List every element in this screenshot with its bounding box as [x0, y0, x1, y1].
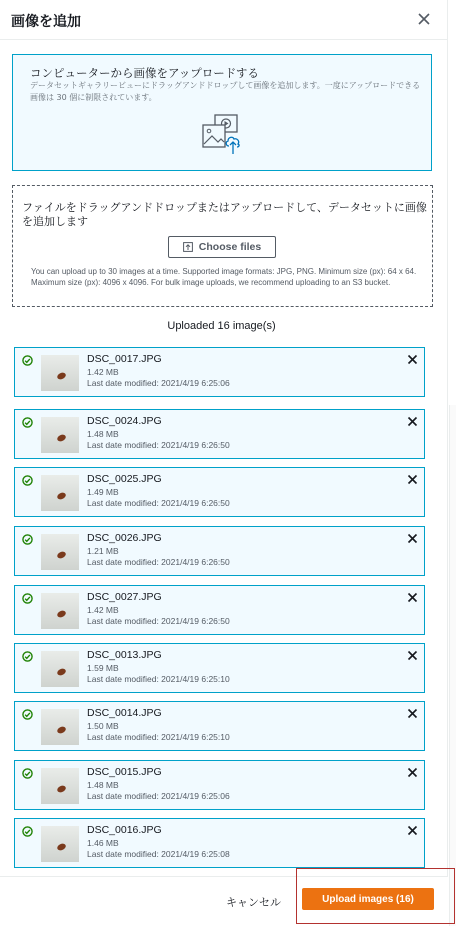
image-thumbnail: [41, 355, 79, 391]
cancel-button[interactable]: キャンセル: [226, 896, 281, 909]
file-size: 1.50 MB: [87, 721, 119, 731]
file-row: [14, 467, 425, 517]
file-modified-date: Last date modified: 2021/4/19 6:26:50: [87, 616, 230, 626]
check-circle-icon: [22, 768, 33, 779]
file-dropzone[interactable]: [12, 185, 433, 307]
file-name: DSC_0017.JPG: [87, 353, 162, 365]
upload-constraints-hint: You can upload up to 30 images at a time. Supported image formats: JPG, PNG. Minimum size (px): 64 x 64. Maximum size (px): 4096 x 4096. For bulk image uploads, we recommend uploading to an S3 bucket.: [31, 267, 417, 287]
image-thumbnail: [41, 593, 79, 629]
file-modified-date: Last date modified: 2021/4/19 6:25:06: [87, 378, 230, 388]
file-row: [14, 409, 425, 459]
close-icon[interactable]: [417, 12, 431, 26]
file-size: 1.48 MB: [87, 780, 119, 790]
file-row: [14, 347, 425, 397]
file-name: DSC_0013.JPG: [87, 649, 162, 661]
image-upload-illustration-icon: [199, 110, 249, 160]
uploaded-count: Uploaded 16 image(s): [167, 320, 276, 332]
choose-files-button[interactable]: [168, 236, 276, 258]
file-size: 1.42 MB: [87, 605, 119, 615]
check-circle-icon: [22, 651, 33, 662]
file-name: DSC_0024.JPG: [87, 415, 162, 427]
file-modified-date: Last date modified: 2021/4/19 6:25:06: [87, 791, 230, 801]
file-size: 1.48 MB: [87, 429, 119, 439]
file-modified-date: Last date modified: 2021/4/19 6:26:50: [87, 440, 230, 450]
image-thumbnail: [41, 534, 79, 570]
file-modified-date: Last date modified: 2021/4/19 6:25:10: [87, 674, 230, 684]
file-row: [14, 701, 425, 751]
remove-icon[interactable]: [407, 474, 418, 485]
image-thumbnail: [41, 651, 79, 687]
remove-icon[interactable]: [407, 767, 418, 778]
modal-title: 画像を追加: [11, 14, 81, 30]
file-name: DSC_0026.JPG: [87, 532, 162, 544]
check-circle-icon: [22, 355, 33, 366]
file-modified-date: Last date modified: 2021/4/19 6:26:50: [87, 498, 230, 508]
file-row: [14, 760, 425, 810]
file-size: 1.49 MB: [87, 487, 119, 497]
choose-files-label: Choose files: [198, 241, 262, 253]
upload-panel-title: コンピューターから画像をアップロードする: [30, 66, 259, 80]
file-row: [14, 818, 425, 868]
image-thumbnail: [41, 768, 79, 804]
remove-icon[interactable]: [407, 354, 418, 365]
file-name: DSC_0014.JPG: [87, 707, 162, 719]
check-circle-icon: [22, 417, 33, 428]
check-circle-icon: [22, 709, 33, 720]
upload-images-button[interactable]: Upload images (16): [302, 888, 434, 910]
check-circle-icon: [22, 826, 33, 837]
upload-from-computer-panel[interactable]: [12, 54, 432, 171]
upload-panel-description: データセットギャラリービューにドラッグアンドドロップして画像を追加します。一度にアップロードできる画像は 30 個に制限されています。: [30, 81, 421, 102]
upload-icon: [183, 242, 193, 252]
modal-header: [0, 0, 448, 40]
file-row: [14, 643, 425, 693]
remove-icon[interactable]: [407, 708, 418, 719]
file-modified-date: Last date modified: 2021/4/19 6:25:10: [87, 732, 230, 742]
file-row: [14, 526, 425, 576]
remove-icon[interactable]: [407, 416, 418, 427]
file-size: 1.21 MB: [87, 546, 119, 556]
file-name: DSC_0015.JPG: [87, 766, 162, 778]
check-circle-icon: [22, 475, 33, 486]
image-thumbnail: [41, 826, 79, 862]
file-modified-date: Last date modified: 2021/4/19 6:25:08: [87, 849, 230, 859]
image-thumbnail: [41, 709, 79, 745]
remove-icon[interactable]: [407, 650, 418, 661]
file-name: DSC_0027.JPG: [87, 591, 162, 603]
file-name: DSC_0025.JPG: [87, 473, 162, 485]
file-size: 1.42 MB: [87, 367, 119, 377]
remove-icon[interactable]: [407, 825, 418, 836]
dropzone-instructions: ファイルをドラッグアンドドロップまたはアップロードして、データセットに画像を追加します: [22, 201, 427, 228]
file-name: DSC_0016.JPG: [87, 824, 162, 836]
file-size: 1.46 MB: [87, 838, 119, 848]
remove-icon[interactable]: [407, 592, 418, 603]
image-thumbnail: [41, 475, 79, 511]
file-modified-date: Last date modified: 2021/4/19 6:26:50: [87, 557, 230, 567]
remove-icon[interactable]: [407, 533, 418, 544]
file-size: 1.59 MB: [87, 663, 119, 673]
check-circle-icon: [22, 593, 33, 604]
file-row: [14, 585, 425, 635]
image-thumbnail: [41, 417, 79, 453]
check-circle-icon: [22, 534, 33, 545]
scrollbar-track[interactable]: [449, 405, 456, 926]
